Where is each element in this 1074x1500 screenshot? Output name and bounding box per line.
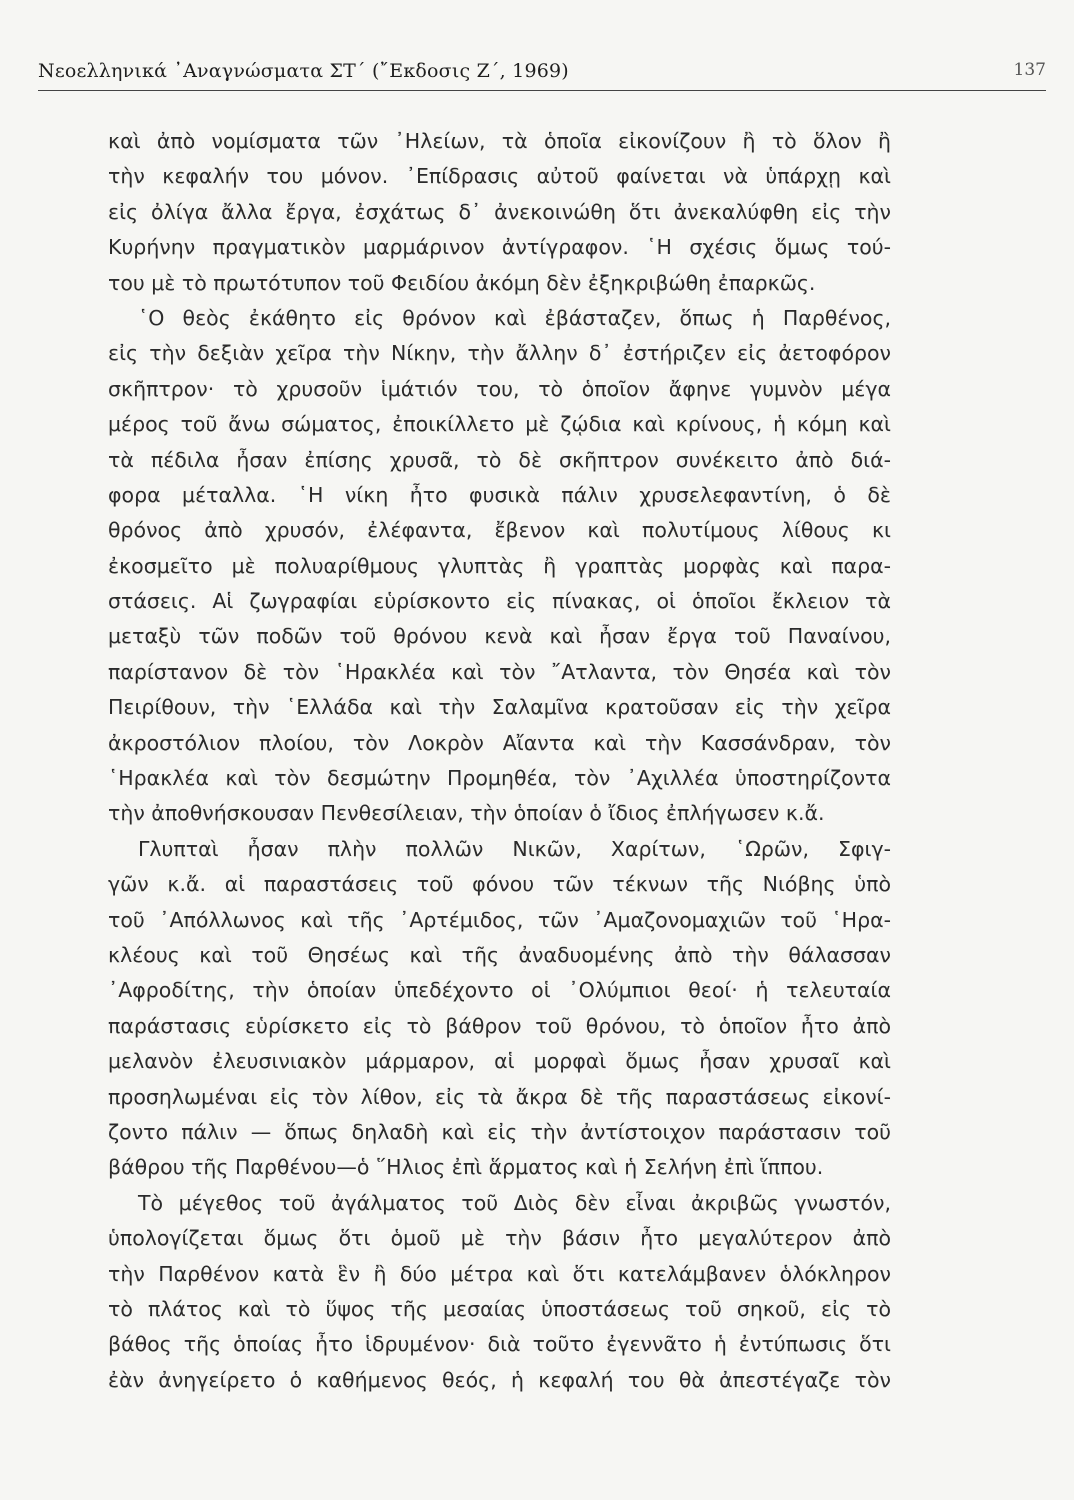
text-line: τὴν Παρθένον κατὰ ἓν ἢ δύο μέτρα καὶ ὅτι κατελάμβανεν ὁλόκληρον (108, 1261, 891, 1286)
text-line: φορα μέταλλα. ῾Η νίκη ἦτο φυσικὰ πάλιν χρυσελεφαντίνη, ὁ δὲ (108, 482, 891, 507)
text-line: ῾Ο θεὸς ἐκάθητο εἰς θρόνον καὶ ἐβάσταζεν, ὅπως ἡ Παρθένος, (138, 305, 891, 330)
body-text (108, 124, 891, 1398)
page-number: 137 (1013, 60, 1046, 80)
text-line: Πειρίθουν, τὴν ῾Ελλάδα καὶ τὴν Σαλαμῖνα κρατοῦσαν εἰς τὴν χεῖρα (108, 695, 891, 720)
text-line: τὴν ἀποθνήσκουσαν Πενθεσίλειαν, τὴν ὁποίαν ὁ ἴδιος ἐπλήγωσεν κ.ἄ. (108, 801, 825, 826)
text-line: μέρος τοῦ ἄνω σώματος, ἐποικίλλετο μὲ ζῴδια καὶ κρίνους, ἡ κόμη καὶ (108, 412, 891, 437)
text-line: σκῆπτρον· τὸ χρυσοῦν ἱμάτιόν του, τὸ ὁποῖον ἄφηνε γυμνὸν μέγα (108, 376, 891, 401)
text-line: ἀκροστόλιον πλοίου, τὸν Λοκρὸν Αἴαντα καὶ τὴν Κασσάνδραν, τὸν (108, 730, 891, 755)
text-line: Κυρήνην πραγματικὸν μαρμάρινον ἀντίγραφον. ῾Η σχέσις ὅμως τού- (108, 235, 891, 260)
text-line: κλέους καὶ τοῦ Θησέως καὶ τῆς ἀναδυομένης ἀπὸ τὴν θάλασσαν (108, 942, 891, 967)
text-line: τοῦ ᾿Απόλλωνος καὶ τῆς ᾿Αρτέμιδος, τῶν ᾿Αμαζονομαχιῶν τοῦ ῾Ηρα- (108, 907, 891, 932)
text-line: Γλυπταὶ ἦσαν πλὴν πολλῶν Νικῶν, Χαρίτων, ῾Ωρῶν, Σφιγ- (138, 836, 891, 861)
text-line: ἐκοσμεῖτο μὲ πολυαρίθμους γλυπτὰς ἢ γραπτὰς μορφὰς καὶ παρα- (108, 553, 891, 578)
text-line: παράστασις εὑρίσκετο εἰς τὸ βάθρον τοῦ θρόνου, τὸ ὁποῖον ἦτο ἀπὸ (108, 1013, 891, 1038)
text-line: βάθος τῆς ὁποίας ἦτο ἱδρυμένον· διὰ τοῦτο ἐγεννᾶτο ἡ ἐντύπωσις ὅτι (108, 1332, 891, 1357)
text-line: μεταξὺ τῶν ποδῶν τοῦ θρόνου κενὰ καὶ ἦσαν ἔργα τοῦ Παναίνου, (108, 624, 891, 649)
text-line: ζοντο πάλιν — ὅπως δηλαδὴ καὶ εἰς τὴν ἀντίστοιχον παράστασιν τοῦ (108, 1119, 891, 1144)
text-line: γῶν κ.ἄ. αἱ παραστάσεις τοῦ φόνου τῶν τέκνων τῆς Νιόβης ὑπὸ (108, 872, 891, 897)
text-line: παρίστανον δὲ τὸν ῾Ηρακλέα καὶ τὸν ῎Ατλαντα, τὸν Θησέα καὶ τὸν (108, 659, 891, 684)
text-line: ῾Ηρακλέα καὶ τὸν δεσμώτην Προμηθέα, τὸν ᾿Αχιλλέα ὑποστηρίζοντα (108, 766, 891, 791)
text-line: ὑπολογίζεται ὅμως ὅτι ὁμοῦ μὲ τὴν βάσιν ἦτο μεγαλύτερον ἀπὸ (108, 1226, 891, 1251)
text-line: θρόνος ἀπὸ χρυσόν, ἐλέφαντα, ἔβενον καὶ πολυτίμους λίθους κι (108, 518, 891, 543)
text-line: Τὸ μέγεθος τοῦ ἀγάλματος τοῦ Διὸς δὲν εἶναι ἀκριβῶς γνωστόν, (138, 1190, 891, 1215)
text-line: τὴν κεφαλήν του μόνον. ᾿Επίδρασις αὐτοῦ φαίνεται νὰ ὑπάρχῃ καὶ (108, 164, 891, 189)
running-header (38, 56, 1046, 91)
header-title: Νεοελληνικά ᾿Αναγνώσματα ΣΤ΄ (῎Εκδοσις Ζ΄, 1969) (38, 60, 569, 82)
text-line: προσηλωμέναι εἰς τὸν λίθον, εἰς τὰ ἄκρα δὲ τῆς παραστάσεως εἰκονί- (108, 1084, 891, 1109)
text-line: καὶ ἀπὸ νομίσματα τῶν ᾿Ηλείων, τὰ ὁποῖα εἰκονίζουν ἢ τὸ ὅλον ἢ (108, 129, 891, 153)
text-line: ἐὰν ἀνηγείρετο ὁ καθήμενος θεός, ἡ κεφαλή του θὰ ἀπεστέγαζε τὸν (108, 1367, 891, 1392)
text-line: τὸ πλάτος καὶ τὸ ὕψος τῆς μεσαίας ὑποστάσεως τοῦ σηκοῦ, εἰς τὸ (108, 1296, 891, 1321)
text-line: εἰς τὴν δεξιὰν χεῖρα τὴν Νίκην, τὴν ἄλλην δ᾿ ἐστήριζεν εἰς ἀετοφόρον (108, 341, 891, 366)
text-line: βάθρου τῆς Παρθένου—ὁ ῞Ηλιος ἐπὶ ἅρματος καὶ ἡ Σελήνη ἐπὶ ἵππου. (108, 1155, 824, 1180)
text-line: του μὲ τὸ πρωτότυπον τοῦ Φειδίου ἀκόμη δὲν ἐξηκριβώθη ἐπαρκῶς. (108, 270, 816, 295)
text-line: ᾿Αφροδίτης, τὴν ὁποίαν ὑπεδέχοντο οἱ ᾿Ολύμπιοι θεοί· ἡ τελευταία (108, 978, 891, 1003)
text-line: μελανὸν ἐλευσινιακὸν μάρμαρον, αἱ μορφαὶ ὅμως ἦσαν χρυσαῖ καὶ (108, 1049, 891, 1074)
text-line: τὰ πέδιλα ἦσαν ἐπίσης χρυσᾶ, τὸ δὲ σκῆπτρον συνέκειτο ἀπὸ διά- (108, 447, 891, 472)
text-line: εἰς ὀλίγα ἄλλα ἔργα, ἐσχάτως δ᾿ ἀνεκοινώθη ὅτι ἀνεκαλύφθη εἰς τὴν (108, 199, 891, 224)
text-line: στάσεις. Αἱ ζωγραφίαι εὑρίσκοντο εἰς πίνακας, οἱ ὁποῖοι ἔκλειον τὰ (108, 589, 891, 614)
